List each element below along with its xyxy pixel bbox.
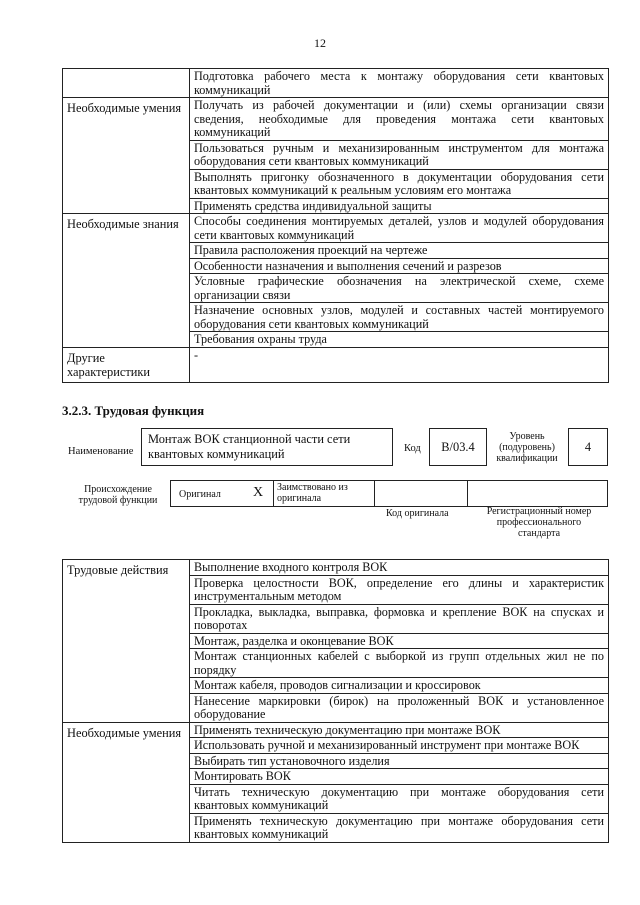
row-label [63, 69, 190, 98]
borrowed-label: Заимствовано из оригинала [277, 482, 348, 504]
original-mark: X [253, 485, 264, 500]
table-row [63, 722, 609, 738]
function-name-box: Монтаж ВОК станционной части сети квантовых коммуникаций [141, 428, 393, 466]
origin-row [170, 480, 608, 507]
list-item: - [190, 347, 609, 382]
competency-table-1 [62, 68, 609, 383]
list-item: Использовать ручной и механизированный инструмент при монтаже ВОК [190, 738, 609, 754]
row-label: Необходимые знания [63, 214, 190, 348]
list-item: Подготовка рабочего места к монтажу оборудования сети квантовых коммуникаций [190, 69, 609, 98]
table-row [63, 347, 609, 382]
list-item: Проверка целостности ВОК, определение его длины и характеристик инструментальным методом [190, 575, 609, 604]
code-label: Код [404, 443, 421, 454]
row-label: Другие характеристики [63, 347, 190, 382]
list-item: Монтаж кабеля, проводов сигнализации и кроссировок [190, 678, 609, 694]
table-row [63, 214, 609, 243]
list-item: Применять средства индивидуальной защиты [190, 198, 609, 214]
origin-label: Происхождение трудовой функции [78, 484, 158, 506]
function-code-box: B/03.4 [429, 428, 487, 466]
code-original-caption: Код оригинала [386, 508, 449, 519]
row-label: Необходимые умения [63, 722, 190, 842]
list-item: Пользоваться ручным и механизированным инструментом для монтажа оборудования сети квантовых коммуникаций [190, 140, 609, 169]
list-item: Выбирать тип установочного изделия [190, 753, 609, 769]
list-item: Монтаж, разделка и оконцевание ВОК [190, 633, 609, 649]
original-label: Оригинал [179, 489, 221, 500]
list-item: Монтировать ВОК [190, 769, 609, 785]
list-item: Нанесение маркировки (бирок) на проложенный ВОК и установленное оборудование [190, 693, 609, 722]
table-row [63, 560, 609, 576]
level-label: Уровень (подуровень) квалификации [496, 431, 558, 464]
list-item: Особенности назначения и выполнения сечений и разрезов [190, 258, 609, 274]
list-item: Прокладка, выкладка, выправка, формовка и крепление ВОК на спусках и поворотах [190, 604, 609, 633]
list-item: Правила расположения проекций на чертеже [190, 243, 609, 259]
section-title: 3.2.3. Трудовая функция [62, 403, 205, 418]
row-label: Трудовые действия [63, 560, 190, 723]
page-number: 12 [314, 36, 326, 50]
row-label: Необходимые умения [63, 98, 190, 214]
list-item: Выполнять пригонку обозначенного в документации оборудования сети квантовых коммуникаций к реальным условиям его монтажа [190, 169, 609, 198]
table-row [63, 69, 609, 98]
level-box: 4 [568, 428, 608, 466]
list-item: Условные графические обозначения на электрической схеме, схеме организации связи [190, 274, 609, 303]
list-item: Применять техническую документацию при монтаже оборудования сети квантовых коммуникаций [190, 813, 609, 842]
list-item: Монтаж станционных кабелей с выборкой из групп отдельных жил не по порядку [190, 649, 609, 678]
list-item: Способы соединения монтируемых деталей, узлов и модулей оборудования сети квантовых коммуникаций [190, 214, 609, 243]
list-item: Требования охраны труда [190, 332, 609, 348]
name-label: Наименование [68, 446, 134, 457]
list-item: Выполнение входного контроля ВОК [190, 560, 609, 576]
table-row [63, 98, 609, 141]
list-item: Читать техническую документацию при монтаже оборудования сети квантовых коммуникаций [190, 784, 609, 813]
list-item: Назначение основных узлов, модулей и составных частей монтируемого оборудования сети квантовых коммуникаций [190, 303, 609, 332]
reg-number-caption: Регистрационный номер профессионального стандарта [486, 506, 592, 539]
list-item: Применять техническую документацию при монтаже ВОК [190, 722, 609, 738]
competency-table-2 [62, 559, 609, 843]
list-item: Получать из рабочей документации и (или) схемы организации связи сведения, необходимые для проведения монтажа сети квантовых коммуникаций [190, 98, 609, 141]
